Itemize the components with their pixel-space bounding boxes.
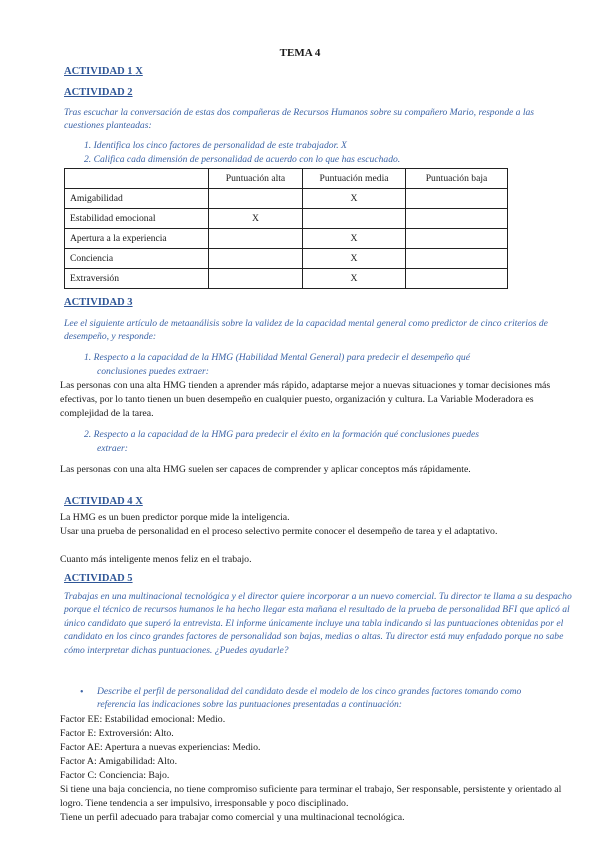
table-cell: Amigabilidad	[65, 189, 209, 209]
table-cell: Estabilidad emocional	[65, 209, 209, 229]
table-header: Puntuación alta	[209, 169, 303, 189]
conclusion-1: Si tiene una baja conciencia, no tiene compromiso suficiente para terminar el trabajo, Ser responsable, persistente y orientado al logro. Tiene tendencia a ser impulsivo, irresponsable y poco disciplinado.	[60, 784, 562, 810]
table-row	[65, 209, 508, 229]
table-row	[65, 269, 508, 289]
table-cell	[209, 229, 303, 249]
table-cell: X	[303, 189, 406, 209]
activity-4-mark: X	[135, 496, 143, 507]
activity-3-answer-2: Las personas con una alta HMG suelen ser capaces de comprender y aplicar conceptos más rápidamente.	[60, 464, 471, 475]
activity-2-question-2: 2. Califica cada dimensión de personalidad de acuerdo con lo que has escuchado.	[84, 154, 401, 165]
activity-3-question-2-cont: extraer:	[97, 443, 128, 454]
table-header: Puntuación media	[303, 169, 406, 189]
factor-c: Factor C: Conciencia: Bajo.	[60, 770, 170, 781]
table-cell	[406, 209, 508, 229]
activity-4-heading	[64, 496, 143, 507]
activity-2-intro: Tras escuchar la conversación de estas dos compañeras de Recursos Humanos sobre su compañero Mario, responde a las cuestiones planteadas:	[64, 107, 535, 132]
table-header: Puntuación baja	[406, 169, 508, 189]
table-header-row	[65, 169, 508, 189]
table-row	[65, 229, 508, 249]
factor-ae: Factor AE: Apertura a nuevas experiencias: Medio.	[60, 742, 261, 753]
table-row	[65, 189, 508, 209]
activity-3-intro: Lee el siguiente artículo de metaanálisis sobre la validez de la capacidad mental general como predictor de cinco criterios de desempeño, y responde:	[64, 318, 548, 343]
table-cell	[209, 269, 303, 289]
table-cell: X	[303, 269, 406, 289]
table-cell: Extraversión	[65, 269, 209, 289]
page-title: TEMA 4	[279, 47, 321, 59]
table-header	[65, 169, 209, 189]
activity-1-heading	[64, 66, 143, 77]
table-cell	[406, 229, 508, 249]
table-row	[65, 249, 508, 269]
factor-e: Factor E: Extroversión: Alto.	[60, 728, 174, 739]
table-cell: X	[303, 249, 406, 269]
table-cell: X	[303, 229, 406, 249]
activity-1-mark: X	[135, 66, 143, 77]
table-cell	[406, 249, 508, 269]
table-cell	[209, 249, 303, 269]
activity-3-question-2: 2. Respecto a la capacidad de la HMG para predecir el éxito en la formación qué conclusiones puedes	[84, 429, 480, 440]
table-cell	[406, 269, 508, 289]
bullet-icon: •	[80, 687, 84, 698]
activity-3-question-1: 1. Respecto a la capacidad de la HMG (Habilidad Mental General) para predecir el desempeño qué	[84, 352, 470, 363]
activity-5-intro: Trabajas en una multinacional tecnológica y el director quiere incorporar a un nuevo comercial. Tu director te llama a su despacho porque el técnico de recursos humanos le ha hecho llegar esta mañana el resultado de la prueba de personalidad BFI que aplicó al único candidato que superó la entrevista. El informe únicamente incluye una tabla indicando si las puntuaciones obtenidas por el candidato en los cinco grandes factores de personalidad son bajas, medias o altas. Tu director está muy enfadado porque no sabe cómo interpretar dichas puntuaciones. ¿Puedes ayudarle?	[64, 591, 572, 656]
activity-5-task: Describe el perfil de personalidad del candidato desde el modelo de los cinco grandes factores tomando como referencia las indicaciones sobre las puntuaciones presentadas a continuación:	[97, 686, 522, 711]
table-cell: X	[209, 209, 303, 229]
table-cell	[406, 189, 508, 209]
activity-3-heading: ACTIVIDAD 3	[64, 297, 133, 308]
table-cell: Conciencia	[65, 249, 209, 269]
personality-table	[64, 168, 508, 289]
activity-4-line-2: Usar una prueba de personalidad en el proceso selectivo permite conocer el desempeño de tarea y el adaptativo.	[60, 526, 498, 537]
table-cell	[303, 209, 406, 229]
activity-4-line-3: Cuanto más inteligente menos feliz en el trabajo.	[60, 554, 252, 565]
table-cell: Apertura a la experiencia	[65, 229, 209, 249]
activity-4-label: ACTIVIDAD 4	[64, 496, 133, 507]
activity-3-answer-1: Las personas con una alta HMG tienden a aprender más rápido, adaptarse mejor a nuevas situaciones y tomar decisiones más efectivas, por lo tanto tienen un buen desempeño en cualquier puesto, organización y cultura. La Variable Moderadora es complejidad de la tarea.	[60, 380, 551, 420]
activity-5-heading: ACTIVIDAD 5	[64, 573, 133, 584]
activity-2-heading: ACTIVIDAD 2	[64, 87, 133, 98]
factor-ee: Factor EE: Estabilidad emocional: Medio.	[60, 714, 226, 725]
activity-3-question-1-cont: conclusiones puedes extraer:	[97, 366, 209, 377]
table-cell	[209, 189, 303, 209]
factor-a: Factor A: Amigabilidad: Alto.	[60, 756, 178, 767]
activity-1-label: ACTIVIDAD 1	[64, 66, 133, 77]
conclusion-2: Tiene un perfil adecuado para trabajar como comercial y una multinacional tecnológica.	[60, 812, 405, 823]
activity-2-question-1: 1. Identifica los cinco factores de personalidad de este trabajador. X	[84, 140, 347, 151]
activity-4-line-1: La HMG es un buen predictor porque mide la inteligencia.	[60, 512, 290, 523]
